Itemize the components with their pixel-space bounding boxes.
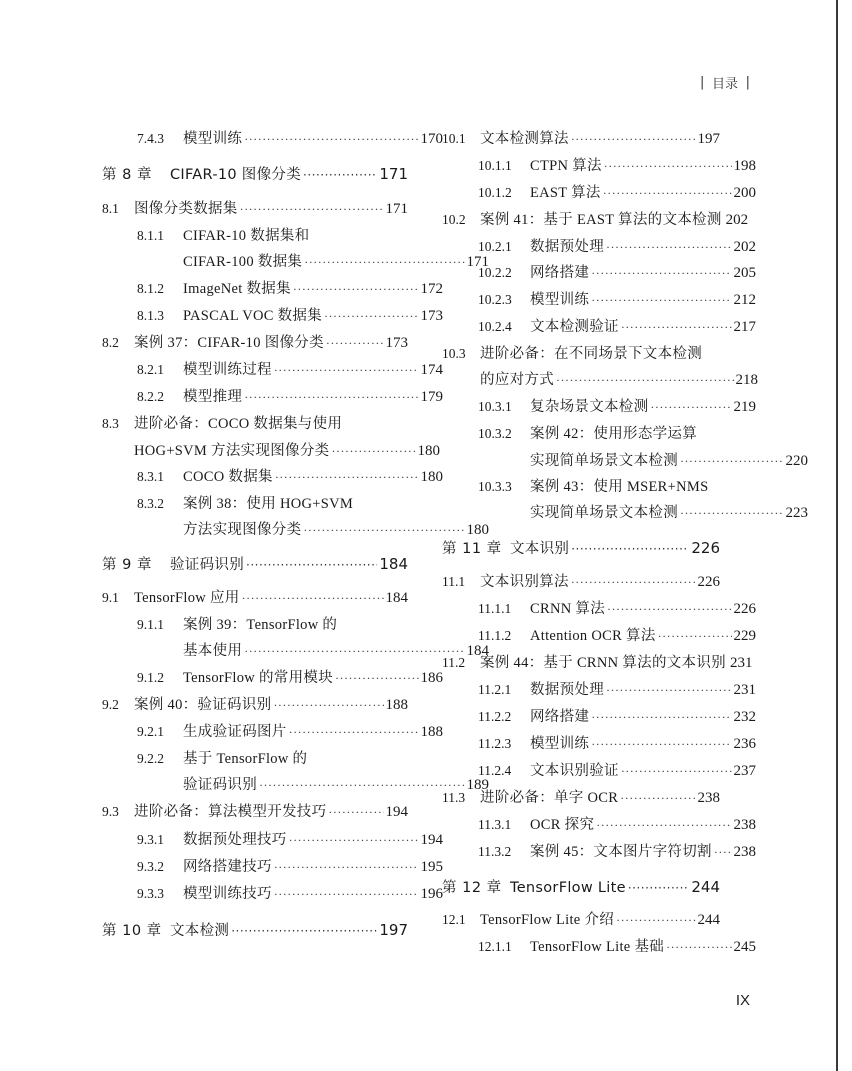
toc-entry-page: 170 xyxy=(420,131,443,147)
toc-entry-title: OCR 探究 xyxy=(530,817,595,833)
toc-entry-title: Attention OCR 算法 xyxy=(530,628,656,644)
toc-dot-leader xyxy=(714,841,732,863)
toc-entry-page: 198 xyxy=(733,158,756,174)
toc-entry-title: 模型训练 xyxy=(530,736,590,752)
toc-entry-number: 9.1.1 xyxy=(137,617,164,632)
toc-entry-title: 案例 45：文本图片字符切割 xyxy=(530,844,712,860)
toc-entry-title: CIFAR-100 数据集 xyxy=(183,254,303,270)
toc-entry-number: 8.2.2 xyxy=(137,389,164,404)
toc-entry-page: 226 xyxy=(697,574,720,590)
toc-subsection-entry[interactable] xyxy=(102,225,443,247)
toc-entry-number: 8.1.2 xyxy=(137,281,164,296)
toc-entry-title: TensorFlow Lite xyxy=(510,880,626,896)
toc-entry-title: 数据预处理 xyxy=(530,239,604,255)
toc-entry-page: 195 xyxy=(420,859,443,875)
toc-subsection-entry-continued[interactable] xyxy=(442,502,808,524)
toc-entry-title: 网络搭建 xyxy=(530,265,590,281)
toc-entry-page: 184 xyxy=(385,590,408,606)
toc-entry-number: 8.2.1 xyxy=(137,362,164,377)
toc-section-entry[interactable] xyxy=(102,198,408,220)
toc-entry-title: 文本识别算法 xyxy=(480,574,569,590)
toc-entry-title: 数据预处理 xyxy=(530,682,604,698)
toc-entry-number: 11.2 xyxy=(442,655,466,670)
toc-dot-leader xyxy=(275,466,419,488)
toc-entry-title: 案例 42：使用形态学运算 xyxy=(530,426,698,442)
toc-dot-leader xyxy=(606,679,732,701)
toc-entry-title: COCO 数据集 xyxy=(183,469,273,485)
toc-entry-number: 8.3 xyxy=(102,416,119,431)
toc-entry-number: 8.1.1 xyxy=(137,228,164,243)
toc-entry-page: 244 xyxy=(697,912,720,928)
toc-entry-page: 171 xyxy=(466,254,489,270)
running-head-title: 目录 xyxy=(711,76,738,92)
toc-entry-page: 226 xyxy=(691,539,720,557)
toc-subsection-entry[interactable] xyxy=(442,423,756,445)
toc-section-entry[interactable] xyxy=(102,801,408,823)
toc-entry-page: 196 xyxy=(420,886,443,902)
toc-entry-title: TensorFlow 应用 xyxy=(134,590,240,606)
toc-entry-title: 案例 41：基于 EAST 算法的文本检测 xyxy=(480,212,722,228)
toc-entry-number: 10.2.3 xyxy=(478,292,512,307)
toc-entry-page: 217 xyxy=(733,319,756,335)
toc-entry-title: CIFAR-10 数据集和 xyxy=(183,228,310,244)
toc-subsection-entry-continued[interactable] xyxy=(102,640,489,662)
toc-entry-number: 11.2.1 xyxy=(478,682,512,697)
toc-subsection-entry[interactable] xyxy=(442,625,756,647)
toc-entry-number: 11.1.2 xyxy=(478,628,512,643)
toc-entry-title: 文本检测算法 xyxy=(480,131,569,147)
toc-entry-number: 第 8 章 xyxy=(102,167,152,183)
toc-subsection-entry[interactable] xyxy=(102,493,443,515)
toc-dot-leader xyxy=(666,936,731,958)
toc-entry-number: 10.2.4 xyxy=(478,319,512,334)
toc-subsection-entry[interactable] xyxy=(442,236,756,258)
toc-subsection-entry[interactable] xyxy=(442,155,756,177)
toc-chapter-entry[interactable] xyxy=(102,552,408,576)
toc-subsection-entry[interactable] xyxy=(102,667,443,689)
toc-entry-title: 文本识别 xyxy=(510,541,570,557)
toc-entry-title: CIFAR-10 图像分类 xyxy=(170,167,302,183)
toc-dot-leader xyxy=(240,198,384,220)
toc-entry-title: 数据预处理技巧 xyxy=(183,832,287,848)
toc-subsection-entry-continued[interactable] xyxy=(102,774,489,796)
toc-entry-number: 10.2.2 xyxy=(478,265,512,280)
toc-entry-page: 171 xyxy=(385,201,408,217)
toc-dot-leader xyxy=(293,278,419,300)
toc-entry-title: 进阶必备：单字 OCR xyxy=(480,790,619,806)
toc-entry-number: 10.2 xyxy=(442,212,466,227)
toc-dot-leader xyxy=(326,332,384,354)
toc-subsection-entry[interactable] xyxy=(442,841,756,863)
toc-entry-number: 9.1 xyxy=(102,590,119,605)
toc-dot-leader xyxy=(274,359,419,381)
toc-subsection-entry[interactable] xyxy=(102,305,443,327)
toc-entry-number: 10.3.1 xyxy=(478,399,512,414)
toc-entry-title: 生成验证码图片 xyxy=(183,724,287,740)
toc-subsection-entry[interactable] xyxy=(442,476,756,498)
toc-section-entry[interactable] xyxy=(442,571,720,593)
toc-subsection-entry[interactable] xyxy=(102,883,443,905)
toc-dot-leader xyxy=(324,305,418,327)
toc-dot-leader xyxy=(571,128,696,150)
toc-entry-title: 文本识别验证 xyxy=(530,763,619,779)
page-number: IX xyxy=(735,992,750,1009)
toc-entry-number: 12.1.1 xyxy=(478,939,512,954)
toc-entry-title: 文本检测验证 xyxy=(530,319,619,335)
toc-entry-number: 11.2.4 xyxy=(478,763,512,778)
toc-entry-number: 9.3.1 xyxy=(137,832,164,847)
toc-chapter-entry[interactable] xyxy=(442,875,720,899)
toc-subsection-entry[interactable] xyxy=(442,289,756,311)
toc-subsection-entry[interactable] xyxy=(442,733,756,755)
toc-subsection-entry[interactable] xyxy=(442,396,756,418)
toc-dot-leader xyxy=(591,262,731,284)
toc-subsection-entry[interactable] xyxy=(102,721,443,743)
toc-entry-number: 11.3 xyxy=(442,790,466,805)
toc-section-entry[interactable] xyxy=(102,587,408,609)
toc-entry-number: 11.1 xyxy=(442,574,466,589)
toc-entry-number: 11.2.2 xyxy=(478,709,512,724)
toc-entry-number: 10.1.2 xyxy=(478,185,512,200)
toc-dot-leader xyxy=(603,182,732,204)
toc-entry-page: 188 xyxy=(420,724,443,740)
toc-entry-number: 11.3.2 xyxy=(478,844,512,859)
toc-entry-title: 文本检测 xyxy=(170,923,230,939)
toc-chapter-entry[interactable] xyxy=(442,536,720,560)
toc-entry-page: 184 xyxy=(466,643,489,659)
toc-dot-leader xyxy=(289,721,419,743)
toc-entry-title: CTPN 算法 xyxy=(530,158,602,174)
toc-entry-title: 进阶必备：COCO 数据集与使用 xyxy=(134,416,343,432)
toc-entry-title: 的应对方式 xyxy=(480,372,554,388)
toc-entry-title: HOG+SVM 方法实现图像分类 xyxy=(134,443,330,459)
toc-dot-leader xyxy=(556,369,734,391)
toc-dot-leader xyxy=(596,814,731,836)
toc-dot-leader xyxy=(244,640,464,662)
toc-entry-page: 205 xyxy=(733,265,756,281)
running-head-left-bar: | xyxy=(700,74,705,90)
toc-entry-number: 第 11 章 xyxy=(442,541,502,557)
toc-entry-title: 基于 TensorFlow 的 xyxy=(183,751,308,767)
toc-subsection-entry-continued[interactable] xyxy=(442,450,808,472)
toc-entry-title: 案例 38：使用 HOG+SVM xyxy=(183,496,354,512)
toc-entry-page: 218 xyxy=(735,372,758,388)
toc-entry-page: 194 xyxy=(385,804,408,820)
toc-dot-leader xyxy=(680,450,784,472)
toc-entry-title: 案例 44：基于 CRNN 算法的文本识别 xyxy=(480,655,726,671)
toc-entry-title: TensorFlow 的常用模块 xyxy=(183,670,333,686)
toc-entry-number: 8.3.1 xyxy=(137,469,164,484)
toc-section-entry-continued[interactable] xyxy=(102,440,440,462)
toc-entry-page: 202 xyxy=(733,239,756,255)
toc-entry-title: CRNN 算法 xyxy=(530,601,606,617)
toc-dot-leader xyxy=(607,598,731,620)
toc-entry-title: ImageNet 数据集 xyxy=(183,281,291,297)
toc-entry-title: 模型推理 xyxy=(183,389,243,405)
toc-entry-page: 238 xyxy=(733,817,756,833)
toc-entry-number: 8.3.2 xyxy=(137,496,164,511)
toc-subsection-entry-continued[interactable] xyxy=(102,251,489,273)
toc-entry-page: 171 xyxy=(379,165,408,183)
toc-entry-number: 10.3.2 xyxy=(478,426,512,441)
toc-subsection-entry[interactable] xyxy=(442,936,756,958)
toc-entry-page: 226 xyxy=(733,601,756,617)
toc-subsection-entry[interactable] xyxy=(442,760,756,782)
toc-entry-title: 方法实现图像分类 xyxy=(183,522,302,538)
toc-subsection-entry[interactable] xyxy=(102,386,443,408)
toc-entry-page: 238 xyxy=(697,790,720,806)
toc-subsection-entry[interactable] xyxy=(442,262,756,284)
toc-entry-title: 实现简单场景文本检测 xyxy=(530,505,678,521)
toc-entry-number: 10.2.1 xyxy=(478,239,512,254)
toc-section-entry[interactable] xyxy=(442,787,720,809)
toc-dot-leader xyxy=(650,396,731,418)
toc-entry-title: 实现简单场景文本检测 xyxy=(530,453,678,469)
toc-entry-page: 237 xyxy=(733,763,756,779)
toc-entry-title: TensorFlow Lite 基础 xyxy=(530,939,665,955)
toc-entry-title: 进阶必备：算法模型开发技巧 xyxy=(134,804,327,820)
toc-entry-number: 9.3.2 xyxy=(137,859,164,874)
toc-entry-number: 8.1.3 xyxy=(137,308,164,323)
toc-subsection-entry[interactable] xyxy=(102,856,443,878)
toc-entry-title: 案例 43：使用 MSER+NMS xyxy=(530,479,709,495)
running-head-right-bar: | xyxy=(745,74,750,90)
toc-dot-leader xyxy=(621,760,732,782)
toc-subsection-entry[interactable] xyxy=(442,182,756,204)
toc-dot-leader xyxy=(331,440,415,462)
toc-entry-number: 第 10 章 xyxy=(102,923,162,939)
toc-entry-page: 173 xyxy=(420,308,443,324)
toc-section-entry[interactable] xyxy=(102,332,408,354)
toc-section-entry[interactable] xyxy=(442,343,720,365)
toc-entry-number: 第 9 章 xyxy=(102,557,152,573)
toc-entry-title: PASCAL VOC 数据集 xyxy=(183,308,323,324)
toc-subsection-entry[interactable] xyxy=(102,466,443,488)
toc-entry-number: 7.4.3 xyxy=(137,131,164,146)
toc-dot-leader xyxy=(231,919,377,943)
toc-entry-number: 11.2.3 xyxy=(478,736,512,751)
toc-entry-title: 基本使用 xyxy=(183,643,243,659)
toc-entry-number: 10.1.1 xyxy=(478,158,512,173)
toc-dot-leader xyxy=(621,316,732,338)
toc-entry-title: 验证码识别 xyxy=(170,557,244,573)
toc-entry-page: 220 xyxy=(785,453,808,469)
toc-dot-leader xyxy=(680,502,784,524)
toc-subsection-entry[interactable] xyxy=(102,359,443,381)
toc-dot-leader xyxy=(571,571,696,593)
toc-entry-page: 180 xyxy=(466,522,489,538)
toc-entry-page: 194 xyxy=(420,832,443,848)
toc-entry-page: 231 xyxy=(733,682,756,698)
toc-dot-leader xyxy=(246,553,377,577)
toc-section-entry[interactable] xyxy=(102,413,408,435)
toc-section-entry[interactable] xyxy=(442,909,720,931)
running-head xyxy=(700,72,750,92)
toc-entry-number: 9.2 xyxy=(102,697,119,712)
toc-entry-page: 244 xyxy=(691,878,720,896)
toc-entry-page: 200 xyxy=(733,185,756,201)
toc-subsection-entry[interactable] xyxy=(442,316,756,338)
toc-entry-page: 232 xyxy=(733,709,756,725)
toc-entry-page: 219 xyxy=(733,399,756,415)
toc-dot-leader xyxy=(242,587,384,609)
toc-entry-number: 9.3 xyxy=(102,804,119,819)
toc-entry-page: 197 xyxy=(379,921,408,939)
toc-entry-page: 179 xyxy=(420,389,443,405)
toc-subsection-entry[interactable] xyxy=(102,278,443,300)
toc-entry-page: 245 xyxy=(733,939,756,955)
toc-entry-title: 模型训练技巧 xyxy=(183,886,272,902)
toc-entry-title: EAST 算法 xyxy=(530,185,601,201)
toc-section-entry[interactable] xyxy=(442,652,753,674)
toc-entry-number: 11.3.1 xyxy=(478,817,512,832)
toc-entry-page: 189 xyxy=(466,777,489,793)
toc-entry-page: 197 xyxy=(697,131,720,147)
toc-dot-leader xyxy=(616,909,695,931)
toc-section-entry-continued[interactable] xyxy=(442,369,758,391)
toc-entry-number: 9.1.2 xyxy=(137,670,164,685)
toc-section-entry[interactable] xyxy=(102,694,408,716)
toc-entry-page: 223 xyxy=(785,505,808,521)
toc-dot-leader xyxy=(244,128,418,150)
toc-dot-leader xyxy=(259,774,465,796)
toc-entry-title: 案例 39：TensorFlow 的 xyxy=(183,617,338,633)
toc-entry-number: 11.1.1 xyxy=(478,601,512,616)
toc-dot-leader xyxy=(591,733,731,755)
toc-entry-number: 8.2 xyxy=(102,335,119,350)
toc-entry-title: 模型训练 xyxy=(530,292,590,308)
toc-entry-number: 10.3.3 xyxy=(478,479,512,494)
toc-entry-page: 184 xyxy=(379,555,408,573)
toc-entry-page: 172 xyxy=(420,281,443,297)
toc-dot-leader xyxy=(273,694,383,716)
toc-dot-leader xyxy=(328,801,383,823)
toc-dot-leader xyxy=(606,236,732,258)
toc-dot-leader xyxy=(604,155,732,177)
toc-dot-leader xyxy=(303,519,464,541)
toc-dot-leader xyxy=(274,856,419,878)
toc-entry-number: 12.1 xyxy=(442,912,466,927)
toc-entry-page: 202 xyxy=(725,212,749,228)
toc-dot-leader xyxy=(571,537,689,561)
toc-dot-leader xyxy=(658,625,732,647)
toc-entry-number: 10.1 xyxy=(442,131,466,146)
toc-chapter-entry[interactable] xyxy=(102,918,408,942)
toc-dot-leader xyxy=(335,667,419,689)
toc-subsection-entry[interactable] xyxy=(442,706,756,728)
toc-chapter-entry[interactable] xyxy=(102,162,408,186)
toc-entry-title: 案例 37：CIFAR-10 图像分类 xyxy=(134,335,324,351)
toc-section-entry[interactable] xyxy=(442,209,749,231)
toc-entry-title: 模型训练 xyxy=(183,131,243,147)
toc-dot-leader xyxy=(289,829,419,851)
toc-entry-page: 212 xyxy=(733,292,756,308)
toc-entry-page: 180 xyxy=(420,469,443,485)
toc-entry-page: 236 xyxy=(733,736,756,752)
toc-dot-leader xyxy=(628,876,690,900)
toc-entry-title: 网络搭建 xyxy=(530,709,590,725)
toc-entry-page: 231 xyxy=(729,655,753,671)
toc-entry-number: 第 12 章 xyxy=(442,880,502,896)
toc-subsection-entry[interactable] xyxy=(442,679,756,701)
toc-entry-page: 229 xyxy=(733,628,756,644)
toc-entry-number: 9.2.2 xyxy=(137,751,164,766)
toc-dot-leader xyxy=(274,883,419,905)
toc-entry-title: 案例 40：验证码识别 xyxy=(134,697,272,713)
toc-entry-title: TensorFlow Lite 介绍 xyxy=(480,912,615,928)
toc-entry-page: 174 xyxy=(420,362,443,378)
toc-subsection-entry[interactable] xyxy=(102,614,443,636)
toc-entry-title: 图像分类数据集 xyxy=(134,201,238,217)
toc-entry-number: 10.3 xyxy=(442,346,466,361)
toc-dot-leader xyxy=(591,289,731,311)
toc-dot-leader xyxy=(591,706,731,728)
toc-entry-page: 180 xyxy=(417,443,440,459)
toc-entry-title: 进阶必备：在不同场景下文本检测 xyxy=(480,346,702,362)
toc-entry-page: 186 xyxy=(420,670,443,686)
toc-dot-leader xyxy=(304,251,464,273)
toc-subsection-entry[interactable] xyxy=(442,598,756,620)
toc-entry-number: 8.1 xyxy=(102,201,119,216)
toc-entry-number: 9.3.3 xyxy=(137,886,164,901)
toc-entry-page: 238 xyxy=(733,844,756,860)
toc-entry-title: 模型训练过程 xyxy=(183,362,272,378)
toc-subsection-entry[interactable] xyxy=(102,829,443,851)
toc-subsection-entry[interactable] xyxy=(102,748,443,770)
toc-entry-title: 网络搭建技巧 xyxy=(183,859,272,875)
toc-subsection-entry[interactable] xyxy=(102,128,443,150)
toc-entry-title: 复杂场景文本检测 xyxy=(530,399,649,415)
toc-section-entry[interactable] xyxy=(442,128,720,150)
toc-subsection-entry[interactable] xyxy=(442,814,756,836)
toc-entry-page: 173 xyxy=(385,335,408,351)
toc-dot-leader xyxy=(620,787,695,809)
toc-dot-leader xyxy=(244,386,418,408)
toc-dot-leader xyxy=(303,163,377,187)
toc-entry-number: 9.2.1 xyxy=(137,724,164,739)
toc-entry-page: 188 xyxy=(385,697,408,713)
toc-subsection-entry-continued[interactable] xyxy=(102,519,489,541)
page-edge-line xyxy=(836,0,838,1071)
toc-entry-title: 验证码识别 xyxy=(183,777,257,793)
